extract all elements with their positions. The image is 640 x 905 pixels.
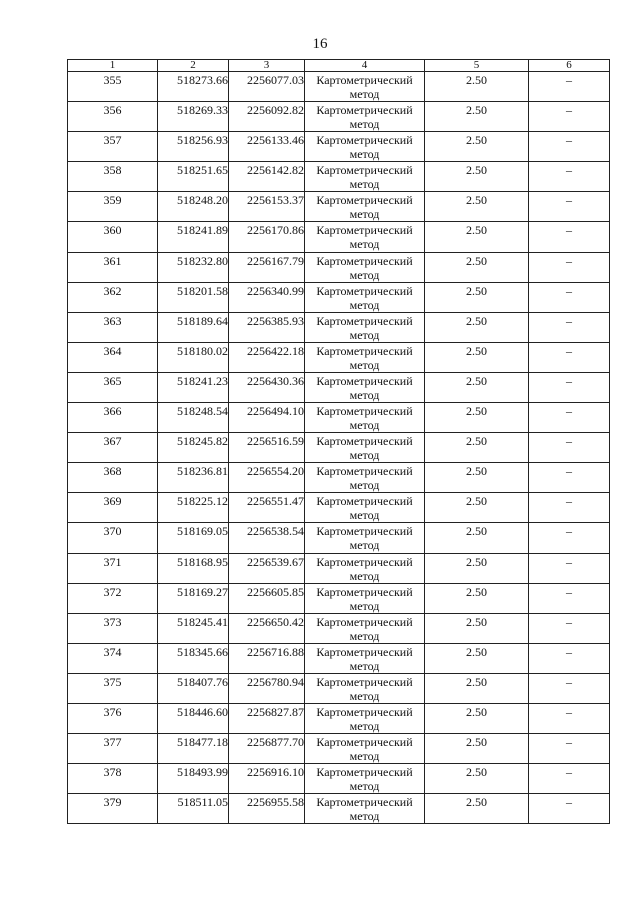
table-row: [68, 734, 610, 764]
table-row: [68, 372, 610, 402]
coordinates-table: [67, 59, 610, 824]
point-number-cell: 372: [68, 583, 158, 613]
precision-cell: 2.50: [425, 493, 529, 523]
precision-cell: 2.50: [425, 162, 529, 192]
point-number-cell: 373: [68, 613, 158, 643]
precision-cell: 2.50: [425, 734, 529, 764]
precision-cell: 2.50: [425, 794, 529, 824]
method-cell: Картометрический метод: [305, 342, 425, 372]
x-coordinate-cell: 518511.05: [158, 794, 229, 824]
note-cell: –: [529, 282, 610, 312]
point-number-cell: 371: [68, 553, 158, 583]
precision-cell: 2.50: [425, 463, 529, 493]
point-number-cell: 376: [68, 703, 158, 733]
table-row: [68, 493, 610, 523]
y-coordinate-cell: 2256153.37: [229, 192, 305, 222]
note-cell: –: [529, 102, 610, 132]
point-number-cell: 368: [68, 463, 158, 493]
precision-cell: 2.50: [425, 673, 529, 703]
y-coordinate-cell: 2256516.59: [229, 433, 305, 463]
method-cell: Картометрический метод: [305, 643, 425, 673]
precision-cell: 2.50: [425, 192, 529, 222]
column-header: 3: [229, 60, 305, 72]
table-row: [68, 794, 610, 824]
note-cell: –: [529, 372, 610, 402]
note-cell: –: [529, 613, 610, 643]
table-row: [68, 132, 610, 162]
y-coordinate-cell: 2256385.93: [229, 312, 305, 342]
precision-cell: 2.50: [425, 342, 529, 372]
point-number-cell: 367: [68, 433, 158, 463]
method-cell: Картометрический метод: [305, 794, 425, 824]
method-cell: Картометрический метод: [305, 132, 425, 162]
method-cell: Картометрический метод: [305, 673, 425, 703]
x-coordinate-cell: 518256.93: [158, 132, 229, 162]
table-row: [68, 72, 610, 102]
point-number-cell: 374: [68, 643, 158, 673]
precision-cell: 2.50: [425, 252, 529, 282]
point-number-cell: 358: [68, 162, 158, 192]
x-coordinate-cell: 518273.66: [158, 72, 229, 102]
table-row: [68, 222, 610, 252]
x-coordinate-cell: 518245.41: [158, 613, 229, 643]
table-row: [68, 613, 610, 643]
point-number-cell: 362: [68, 282, 158, 312]
y-coordinate-cell: 2256916.10: [229, 764, 305, 794]
y-coordinate-cell: 2256430.36: [229, 372, 305, 402]
precision-cell: 2.50: [425, 433, 529, 463]
y-coordinate-cell: 2256716.88: [229, 643, 305, 673]
x-coordinate-cell: 518477.18: [158, 734, 229, 764]
method-cell: Картометрический метод: [305, 192, 425, 222]
column-header: 1: [68, 60, 158, 72]
method-cell: Картометрический метод: [305, 613, 425, 643]
method-cell: Картометрический метод: [305, 493, 425, 523]
point-number-cell: 363: [68, 312, 158, 342]
method-cell: Картометрический метод: [305, 764, 425, 794]
table-row: [68, 643, 610, 673]
precision-cell: 2.50: [425, 72, 529, 102]
y-coordinate-cell: 2256539.67: [229, 553, 305, 583]
y-coordinate-cell: 2256092.82: [229, 102, 305, 132]
precision-cell: 2.50: [425, 523, 529, 553]
table-row: [68, 703, 610, 733]
precision-cell: 2.50: [425, 403, 529, 433]
x-coordinate-cell: 518169.05: [158, 523, 229, 553]
method-cell: Картометрический метод: [305, 252, 425, 282]
x-coordinate-cell: 518169.27: [158, 583, 229, 613]
note-cell: –: [529, 794, 610, 824]
table-row: [68, 583, 610, 613]
y-coordinate-cell: 2256077.03: [229, 72, 305, 102]
note-cell: –: [529, 403, 610, 433]
precision-cell: 2.50: [425, 312, 529, 342]
point-number-cell: 356: [68, 102, 158, 132]
x-coordinate-cell: 518241.23: [158, 372, 229, 402]
note-cell: –: [529, 463, 610, 493]
point-number-cell: 379: [68, 794, 158, 824]
note-cell: –: [529, 764, 610, 794]
header-row: [68, 60, 610, 72]
y-coordinate-cell: 2256142.82: [229, 162, 305, 192]
y-coordinate-cell: 2256340.99: [229, 282, 305, 312]
note-cell: –: [529, 132, 610, 162]
note-cell: –: [529, 523, 610, 553]
y-coordinate-cell: 2256422.18: [229, 342, 305, 372]
note-cell: –: [529, 493, 610, 523]
y-coordinate-cell: 2256780.94: [229, 673, 305, 703]
method-cell: Картометрический метод: [305, 403, 425, 433]
note-cell: –: [529, 643, 610, 673]
method-cell: Картометрический метод: [305, 583, 425, 613]
precision-cell: 2.50: [425, 613, 529, 643]
point-number-cell: 366: [68, 403, 158, 433]
y-coordinate-cell: 2256650.42: [229, 613, 305, 643]
x-coordinate-cell: 518189.64: [158, 312, 229, 342]
x-coordinate-cell: 518248.20: [158, 192, 229, 222]
table-row: [68, 433, 610, 463]
y-coordinate-cell: 2256605.85: [229, 583, 305, 613]
column-header: 2: [158, 60, 229, 72]
table-row: [68, 162, 610, 192]
precision-cell: 2.50: [425, 372, 529, 402]
x-coordinate-cell: 518232.80: [158, 252, 229, 282]
x-coordinate-cell: 518269.33: [158, 102, 229, 132]
table-body: [68, 72, 610, 824]
precision-cell: 2.50: [425, 553, 529, 583]
table-row: [68, 463, 610, 493]
point-number-cell: 369: [68, 493, 158, 523]
x-coordinate-cell: 518446.60: [158, 703, 229, 733]
point-number-cell: 378: [68, 764, 158, 794]
y-coordinate-cell: 2256538.54: [229, 523, 305, 553]
point-number-cell: 361: [68, 252, 158, 282]
table-row: [68, 102, 610, 132]
note-cell: –: [529, 734, 610, 764]
note-cell: –: [529, 433, 610, 463]
x-coordinate-cell: 518180.02: [158, 342, 229, 372]
note-cell: –: [529, 252, 610, 282]
y-coordinate-cell: 2256170.86: [229, 222, 305, 252]
x-coordinate-cell: 518493.99: [158, 764, 229, 794]
point-number-cell: 359: [68, 192, 158, 222]
table-row: [68, 523, 610, 553]
y-coordinate-cell: 2256554.20: [229, 463, 305, 493]
precision-cell: 2.50: [425, 643, 529, 673]
y-coordinate-cell: 2256955.58: [229, 794, 305, 824]
x-coordinate-cell: 518201.58: [158, 282, 229, 312]
x-coordinate-cell: 518407.76: [158, 673, 229, 703]
method-cell: Картометрический метод: [305, 102, 425, 132]
y-coordinate-cell: 2256167.79: [229, 252, 305, 282]
x-coordinate-cell: 518241.89: [158, 222, 229, 252]
column-header: 6: [529, 60, 610, 72]
note-cell: –: [529, 192, 610, 222]
method-cell: Картометрический метод: [305, 523, 425, 553]
method-cell: Картометрический метод: [305, 312, 425, 342]
x-coordinate-cell: 518236.81: [158, 463, 229, 493]
precision-cell: 2.50: [425, 102, 529, 132]
precision-cell: 2.50: [425, 764, 529, 794]
method-cell: Картометрический метод: [305, 222, 425, 252]
method-cell: Картометрический метод: [305, 372, 425, 402]
x-coordinate-cell: 518168.95: [158, 553, 229, 583]
method-cell: Картометрический метод: [305, 72, 425, 102]
note-cell: –: [529, 583, 610, 613]
table-row: [68, 764, 610, 794]
note-cell: –: [529, 673, 610, 703]
y-coordinate-cell: 2256133.46: [229, 132, 305, 162]
x-coordinate-cell: 518248.54: [158, 403, 229, 433]
point-number-cell: 375: [68, 673, 158, 703]
table-row: [68, 342, 610, 372]
note-cell: –: [529, 162, 610, 192]
table-header: [68, 60, 610, 72]
point-number-cell: 357: [68, 132, 158, 162]
precision-cell: 2.50: [425, 132, 529, 162]
point-number-cell: 365: [68, 372, 158, 402]
x-coordinate-cell: 518251.65: [158, 162, 229, 192]
method-cell: Картометрический метод: [305, 433, 425, 463]
point-number-cell: 377: [68, 734, 158, 764]
method-cell: Картометрический метод: [305, 553, 425, 583]
note-cell: –: [529, 312, 610, 342]
table-row: [68, 403, 610, 433]
method-cell: Картометрический метод: [305, 734, 425, 764]
x-coordinate-cell: 518225.12: [158, 493, 229, 523]
precision-cell: 2.50: [425, 282, 529, 312]
table-row: [68, 312, 610, 342]
x-coordinate-cell: 518245.82: [158, 433, 229, 463]
point-number-cell: 370: [68, 523, 158, 553]
method-cell: Картометрический метод: [305, 282, 425, 312]
table-row: [68, 553, 610, 583]
table-row: [68, 282, 610, 312]
table-row: [68, 252, 610, 282]
column-header: 5: [425, 60, 529, 72]
method-cell: Картометрический метод: [305, 463, 425, 493]
method-cell: Картометрический метод: [305, 703, 425, 733]
note-cell: –: [529, 342, 610, 372]
column-header: 4: [305, 60, 425, 72]
y-coordinate-cell: 2256551.47: [229, 493, 305, 523]
point-number-cell: 355: [68, 72, 158, 102]
y-coordinate-cell: 2256877.70: [229, 734, 305, 764]
x-coordinate-cell: 518345.66: [158, 643, 229, 673]
precision-cell: 2.50: [425, 583, 529, 613]
note-cell: –: [529, 72, 610, 102]
precision-cell: 2.50: [425, 222, 529, 252]
page-number: 16: [312, 36, 328, 52]
y-coordinate-cell: 2256494.10: [229, 403, 305, 433]
y-coordinate-cell: 2256827.87: [229, 703, 305, 733]
note-cell: –: [529, 222, 610, 252]
table-row: [68, 673, 610, 703]
note-cell: –: [529, 703, 610, 733]
note-cell: –: [529, 553, 610, 583]
table-row: [68, 192, 610, 222]
method-cell: Картометрический метод: [305, 162, 425, 192]
point-number-cell: 364: [68, 342, 158, 372]
point-number-cell: 360: [68, 222, 158, 252]
precision-cell: 2.50: [425, 703, 529, 733]
